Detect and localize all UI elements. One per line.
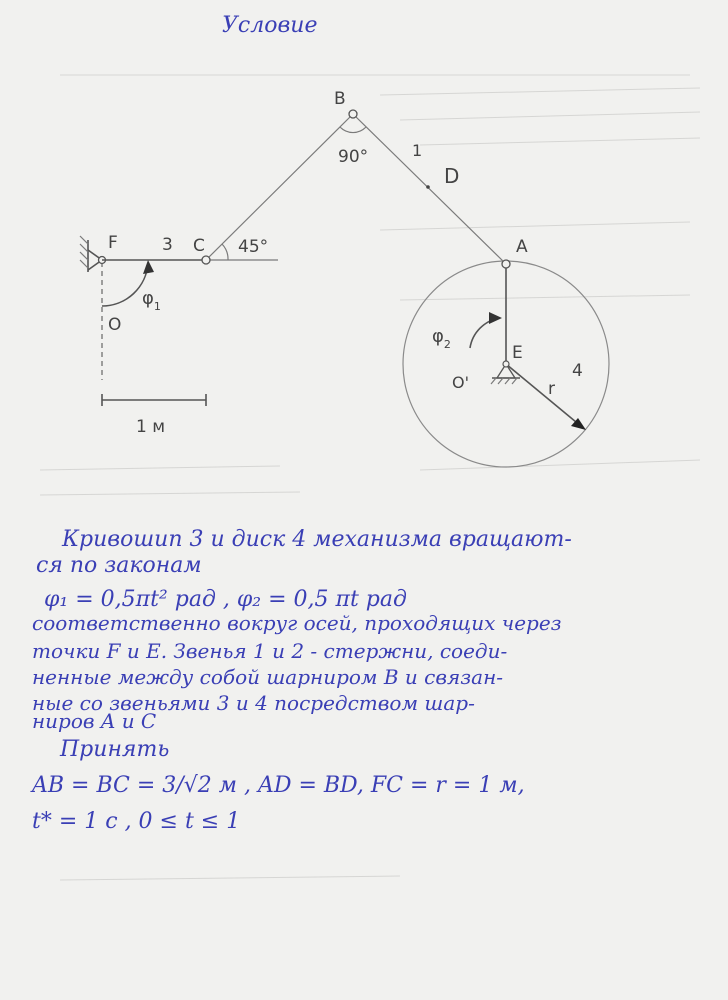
angle-phi2-arc (470, 318, 500, 348)
heading: Условие (222, 13, 318, 38)
label-phi1: $\varphi_1$ (142, 288, 161, 313)
hinge-a (502, 260, 510, 268)
label-f: F (108, 233, 118, 253)
label-o: O (108, 315, 122, 335)
text-line-3: φ₁ = 0,5πt² рад , φ₂ = 0,5 πt рад (44, 587, 407, 612)
hinge-c (202, 256, 210, 264)
label-1: 1 (412, 141, 423, 160)
label-4: 4 (572, 361, 583, 381)
label-o-prime: O' (452, 373, 469, 392)
angle-phi1-arrow (143, 260, 154, 274)
label-angle-c: 45° (238, 237, 269, 257)
label-scale: 1 м (136, 417, 166, 437)
label-c: C (193, 236, 205, 256)
angle-45-arc (222, 244, 228, 260)
label-e: E (512, 343, 523, 363)
radius-r (506, 364, 582, 427)
mechanism-figure (80, 89, 609, 467)
rod-cb (206, 114, 353, 260)
text-line-6: ненные между собой шарниром B и связан- (32, 665, 504, 689)
label-d: D (444, 164, 460, 188)
label-b: B (334, 89, 346, 109)
rod-ba (353, 114, 506, 264)
label-3: 3 (162, 235, 173, 255)
hinge-b (349, 110, 357, 118)
text-line-4: соответственно вокруг осей, проходящих через (32, 611, 562, 635)
text-line-5: точки F и E. Звенья 1 и 2 - стержни, соеди- (32, 639, 508, 663)
text-line-1: Кривошип 3 и диск 4 механизма вращают- (62, 527, 572, 552)
label-angle-b: 90° (338, 147, 369, 167)
label-phi2: $\varphi_2$ (432, 326, 451, 351)
label-a: A (516, 237, 528, 257)
given-title: Принять (60, 737, 170, 762)
problem-text (30, 527, 572, 834)
angle-phi2-arrow (489, 312, 502, 324)
given-line-2: t* = 1 c , 0 ≤ t ≤ 1 (32, 809, 241, 834)
given-line-1: AB = BC = 3/√2 м , AD = BD, FC = r = 1 м, (32, 773, 525, 798)
point-d (426, 185, 430, 189)
text-line-8: ниров A и C (32, 709, 157, 733)
label-r: r (548, 379, 555, 399)
text-line-7: ные со звеньями 3 и 4 посредством шар- (32, 691, 475, 715)
text-line-2: ся по законам (36, 553, 202, 578)
angle-90-arc (340, 127, 366, 133)
